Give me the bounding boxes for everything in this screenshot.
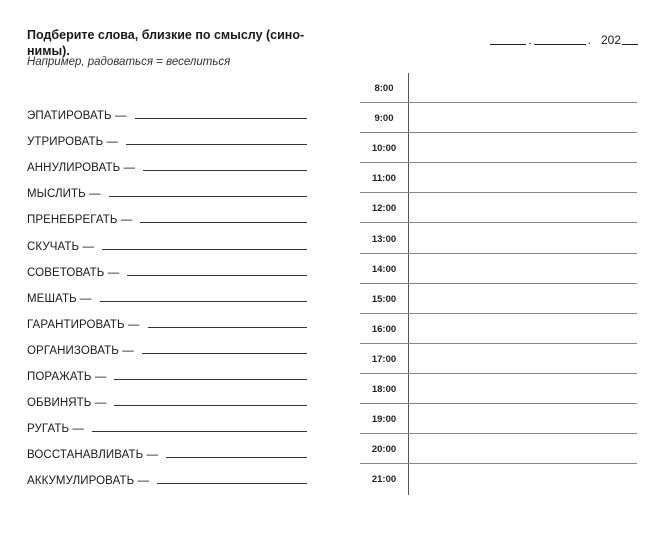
word-label: ВОССТАНАВЛИВАТЬ — xyxy=(27,449,159,462)
word-row xyxy=(27,357,307,383)
time-label: 20:00 xyxy=(371,444,397,456)
year-blank[interactable] xyxy=(622,44,638,45)
word-label: МЕШАТЬ — xyxy=(27,292,92,305)
schedule-slot[interactable] xyxy=(360,374,637,404)
time-label: 13:00 xyxy=(371,233,397,245)
word-row xyxy=(27,226,307,252)
word-label: СКУЧАТЬ — xyxy=(27,240,95,253)
word-label: ЭПАТИРОВАТЬ — xyxy=(27,110,127,123)
word-row xyxy=(27,174,307,200)
synonym-word-list xyxy=(27,96,307,487)
word-row xyxy=(27,331,307,357)
answer-line[interactable] xyxy=(114,405,307,406)
time-label: 16:00 xyxy=(371,323,397,335)
word-label: РУГАТЬ — xyxy=(27,423,85,436)
time-label: 17:00 xyxy=(371,353,397,365)
task-example: Например, радоваться = веселиться xyxy=(27,56,231,68)
word-label: МЫСЛИТЬ — xyxy=(27,188,101,201)
time-label: 9:00 xyxy=(374,113,394,125)
daily-schedule xyxy=(360,73,637,495)
word-row xyxy=(27,305,307,331)
time-label: 14:00 xyxy=(371,263,397,275)
word-row xyxy=(27,253,307,279)
month-blank[interactable] xyxy=(534,44,586,45)
answer-line[interactable] xyxy=(127,275,307,276)
date-field[interactable] xyxy=(490,33,638,47)
schedule-slot[interactable] xyxy=(360,133,637,163)
time-label: 15:00 xyxy=(371,293,397,305)
word-label: УТРИРОВАТЬ — xyxy=(27,136,119,149)
schedule-slot[interactable] xyxy=(360,434,637,464)
schedule-slot[interactable] xyxy=(360,103,637,133)
word-row xyxy=(27,96,307,122)
answer-line[interactable] xyxy=(135,118,307,119)
answer-line[interactable] xyxy=(142,353,307,354)
answer-line[interactable] xyxy=(126,144,307,145)
word-row xyxy=(27,435,307,461)
task-title: Подберите слова, близкие по смыслу (сино-нимы). xyxy=(27,28,305,58)
time-label: 19:00 xyxy=(371,414,397,426)
schedule-slot[interactable] xyxy=(360,284,637,314)
answer-line[interactable] xyxy=(109,196,307,197)
schedule-slot[interactable] xyxy=(360,404,637,434)
schedule-slot[interactable] xyxy=(360,163,637,193)
answer-line[interactable] xyxy=(92,431,307,432)
answer-line[interactable] xyxy=(148,327,308,328)
time-label: 11:00 xyxy=(372,173,396,185)
word-label: ГАРАНТИРОВАТЬ — xyxy=(27,318,140,331)
answer-line[interactable] xyxy=(140,222,307,223)
answer-line[interactable] xyxy=(100,301,307,302)
word-label: АККУМУЛИРОВАТЬ — xyxy=(27,475,150,488)
word-label: СОВЕТОВАТЬ — xyxy=(27,266,120,279)
word-row xyxy=(27,383,307,409)
word-row xyxy=(27,122,307,148)
answer-line[interactable] xyxy=(143,170,307,171)
schedule-slot[interactable] xyxy=(360,464,637,494)
time-label: 21:00 xyxy=(371,474,397,486)
time-label: 18:00 xyxy=(371,384,397,395)
year-prefix: 202 xyxy=(600,33,621,47)
time-label: 8:00 xyxy=(374,83,394,94)
answer-line[interactable] xyxy=(157,483,307,484)
word-label: АННУЛИРОВАТЬ — xyxy=(27,162,136,175)
schedule-slot[interactable] xyxy=(360,254,637,284)
time-label: 10:00 xyxy=(371,143,397,155)
word-row xyxy=(27,461,307,487)
word-row xyxy=(27,200,307,226)
word-label: ПОРАЖАТЬ — xyxy=(27,371,107,384)
date-separator: . xyxy=(587,33,591,47)
date-separator: . xyxy=(528,33,532,47)
schedule-slot[interactable] xyxy=(360,344,637,374)
schedule-slot[interactable] xyxy=(360,224,637,254)
word-label: ОРГАНИЗОВАТЬ — xyxy=(27,344,134,357)
time-label: 12:00 xyxy=(371,203,397,215)
answer-line[interactable] xyxy=(166,457,307,458)
day-blank[interactable] xyxy=(490,44,526,45)
schedule-slot[interactable] xyxy=(360,314,637,344)
word-row xyxy=(27,409,307,435)
schedule-slot[interactable] xyxy=(360,73,637,103)
answer-line[interactable] xyxy=(114,379,307,380)
schedule-slot[interactable] xyxy=(360,193,637,223)
word-row xyxy=(27,279,307,305)
word-label: ПРЕНЕБРЕГАТЬ — xyxy=(27,214,133,227)
word-row xyxy=(27,148,307,174)
word-label: ОБВИНЯТЬ — xyxy=(27,397,107,410)
answer-line[interactable] xyxy=(102,249,307,250)
